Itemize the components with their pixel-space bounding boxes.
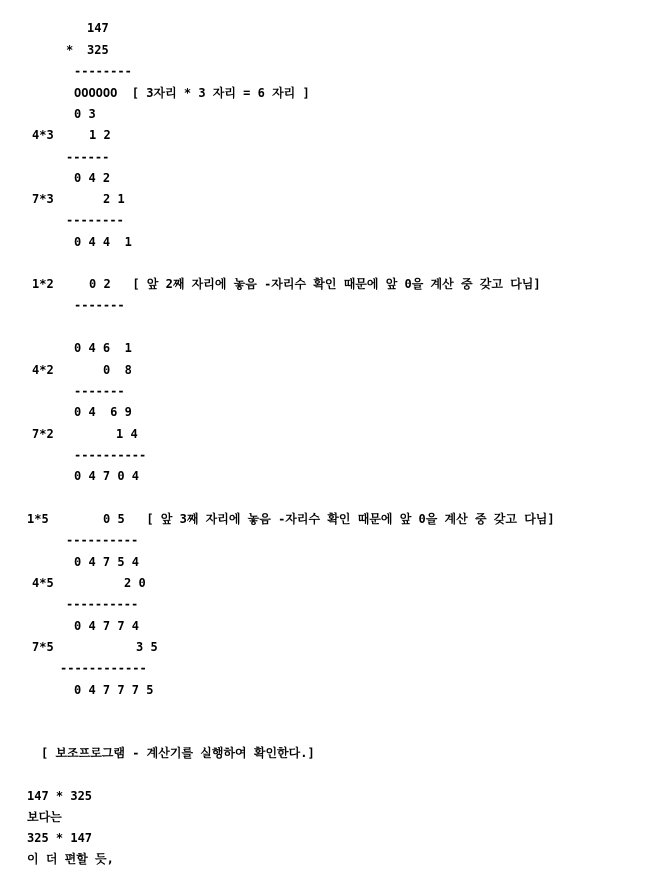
partial-product-note: 0 2 [ 앞 2째 자리에 놓음 -자리수 확인 때문에 앞 0을 계산 중 갖고 다님] [89,277,541,291]
step-label: 7*5 [32,640,54,654]
step-result: 0 4 7 0 4 [74,469,140,483]
digit-placeholder-note: OOOOOO [ 3자리 * 3 자리 = 6 자리 ] [74,86,310,100]
separator-line: ------- [74,298,125,312]
step-result: 0 3 [74,107,96,121]
step-result: 0 4 6 9 [74,405,132,419]
step-result: 0 4 7 5 4 [74,555,140,569]
step-label: 7*2 [32,427,54,441]
step-result: 0 4 7 7 4 [74,619,140,633]
step-label: 1*5 [27,512,49,526]
partial-product: 1 4 [116,427,138,441]
separator-line: -------- [66,213,124,227]
partial-product: 2 1 [103,192,125,206]
partial-product: 1 2 [89,128,111,142]
helper-program-note: [ 보조프로그램 - 계산기를 실행하여 확인한다.] [41,746,315,760]
closing-note-line: 보다는 [27,810,62,824]
separator-line: ------ [66,150,110,164]
separator-line: ---------- [74,448,147,462]
partial-product: 2 0 [124,576,146,590]
separator-line: ---------- [66,533,139,547]
closing-note-line: 이 더 편할 듯, [27,852,114,866]
step-label: 4*5 [32,576,54,590]
separator-line: -------- [74,64,132,78]
step-result: 0 4 2 [74,171,111,185]
step-result: 0 4 6 1 [74,341,132,355]
step-label: 7*3 [32,192,54,206]
final-result: 0 4 7 7 7 5 [74,683,154,697]
closing-note-line: 147 * 325 [27,789,93,803]
multiplier: 325 [87,43,109,57]
separator-line: ------------ [60,661,147,675]
step-label: 4*2 [32,363,54,377]
partial-product: 3 5 [136,640,158,654]
step-result: 0 4 4 1 [74,235,132,249]
step-label: 4*3 [32,128,54,142]
separator-line: ------- [74,384,125,398]
partial-product: 0 8 [103,363,132,377]
step-label: 1*2 [32,277,54,291]
multiply-operator: * [66,43,74,57]
separator-line: ---------- [66,597,139,611]
partial-product-note: 0 5 [ 앞 3째 자리에 놓음 -자리수 확인 때문에 앞 0을 계산 중 갖고 다님] [103,512,555,526]
closing-note-line: 325 * 147 [27,831,93,845]
multiplicand: 147 [87,21,109,35]
